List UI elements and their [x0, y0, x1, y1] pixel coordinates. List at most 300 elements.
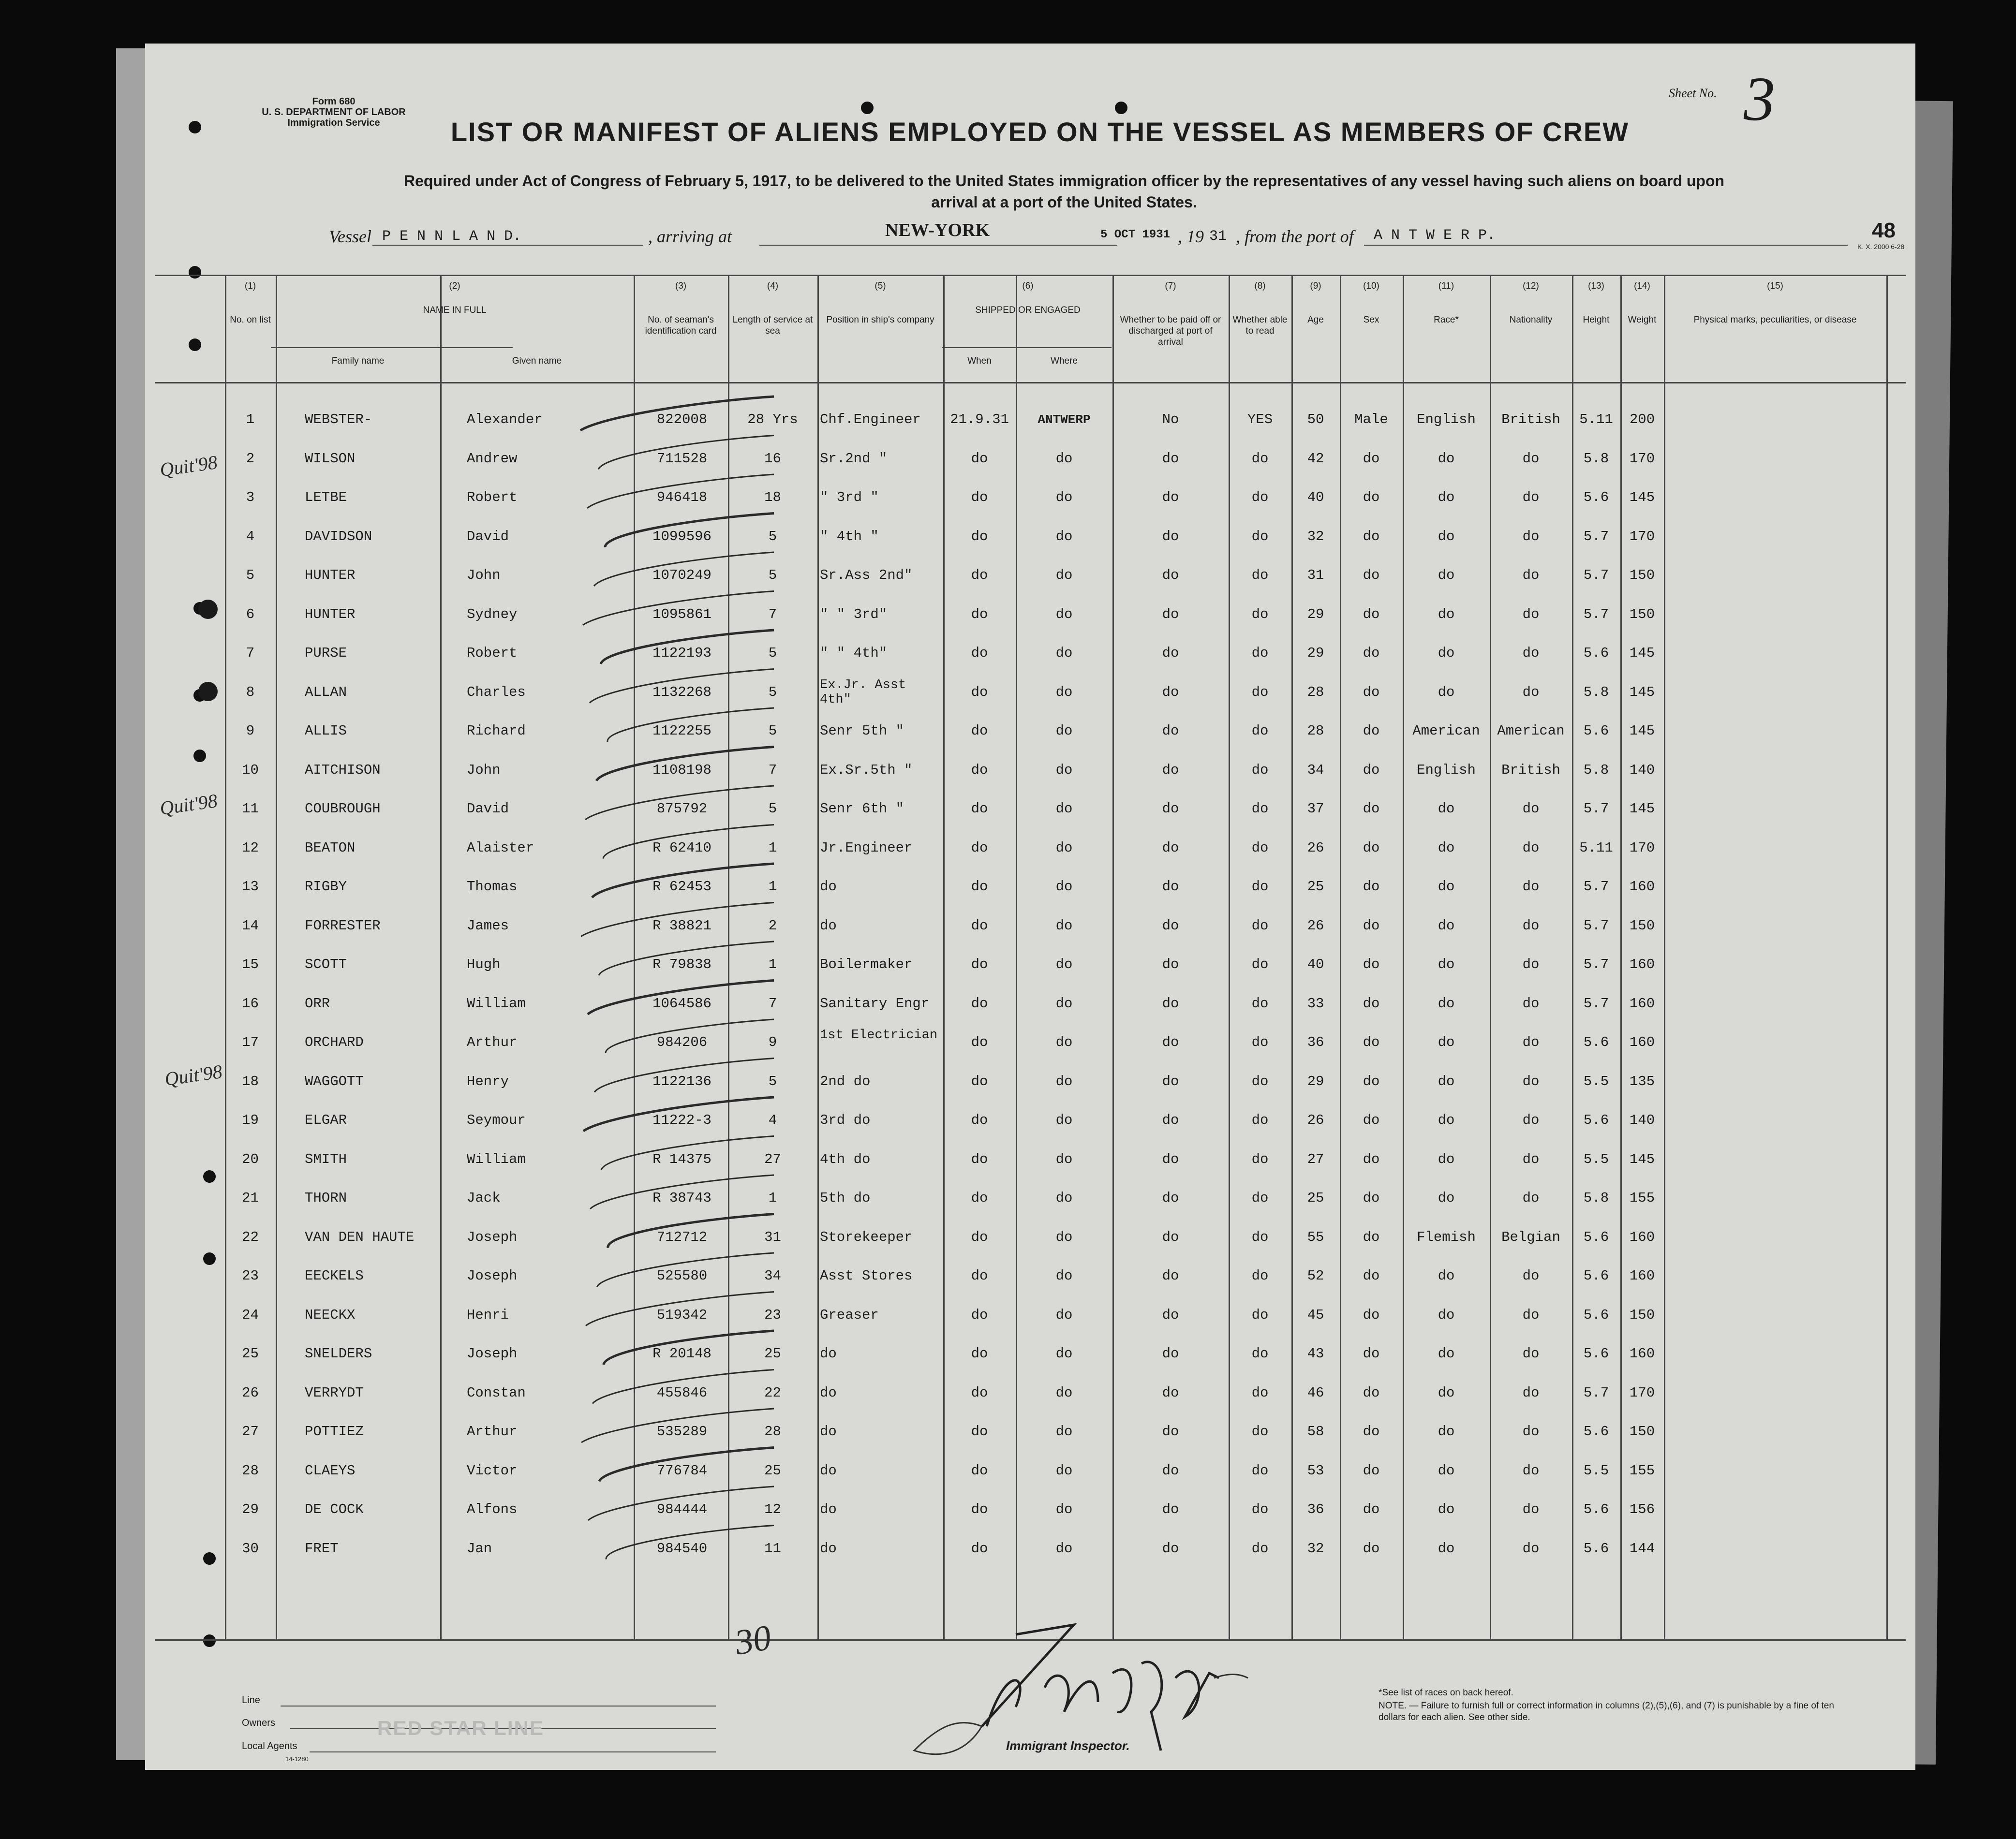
cell-no: 18	[242, 1073, 259, 1089]
cell-nationality: do	[1522, 801, 1540, 817]
cell-position: Asst Stores	[820, 1268, 913, 1284]
column-header: Race*	[1434, 315, 1459, 325]
cell-nationality: do	[1522, 995, 1540, 1012]
cell-family: BEATON	[305, 839, 356, 856]
table-row	[145, 1151, 1915, 1190]
cell-sex: do	[1363, 567, 1380, 583]
column-header: Length of service at sea	[732, 315, 813, 336]
cell-weight: 150	[1629, 917, 1655, 934]
cell-nationality: do	[1522, 1268, 1540, 1284]
cell-where: do	[1055, 762, 1073, 778]
cell-given: Henri	[467, 1307, 509, 1323]
cell-where: do	[1055, 1268, 1073, 1284]
cell-age: 36	[1307, 1034, 1324, 1050]
cell-card: 1070249	[652, 567, 712, 583]
cell-age: 29	[1307, 1073, 1324, 1089]
cell-where: do	[1055, 1346, 1073, 1362]
cell-given: Sydney	[467, 606, 518, 622]
cell-sex: do	[1363, 995, 1380, 1012]
column-number: (6)	[1022, 281, 1034, 291]
cell-paid: do	[1162, 489, 1179, 505]
cell-family: FRET	[305, 1540, 339, 1557]
table-row	[145, 762, 1915, 800]
cell-no: 11	[242, 801, 259, 817]
cell-card: 455846	[656, 1384, 708, 1401]
cell-sex: do	[1363, 879, 1380, 895]
table-row	[145, 956, 1915, 995]
cell-position: Senr 5th "	[820, 723, 904, 739]
cell-when: do	[971, 839, 988, 856]
cell-given: Robert	[467, 489, 518, 505]
cell-when: do	[971, 995, 988, 1012]
cell-position: do	[820, 879, 837, 895]
cell-given: Alaister	[467, 839, 534, 856]
column-subheader: Given name	[512, 356, 562, 366]
binding-hole	[1115, 102, 1127, 114]
cell-nationality: do	[1522, 528, 1540, 544]
cell-card: 711528	[656, 450, 708, 467]
cell-where: do	[1055, 645, 1073, 661]
cell-card: R 62453	[652, 879, 712, 895]
cell-height: 5.6	[1583, 1501, 1609, 1517]
cell-no: 9	[246, 723, 255, 739]
cell-height: 5.7	[1583, 879, 1609, 895]
cell-service: 12	[764, 1501, 781, 1517]
cell-given: Constan	[467, 1384, 526, 1401]
cell-when: do	[971, 1346, 988, 1362]
cell-nationality: do	[1522, 1384, 1540, 1401]
cell-paid: do	[1162, 839, 1179, 856]
column-number: (14)	[1634, 281, 1650, 291]
cell-race: do	[1438, 879, 1455, 895]
cell-nationality: American	[1497, 723, 1565, 739]
cell-age: 29	[1307, 645, 1324, 661]
cell-where: do	[1055, 1073, 1073, 1089]
table-row	[145, 1501, 1915, 1540]
cell-when: do	[971, 1268, 988, 1284]
cell-where: do	[1055, 606, 1073, 622]
cell-family: PURSE	[305, 645, 347, 661]
cell-weight: 160	[1629, 956, 1655, 972]
cell-when: do	[971, 1501, 988, 1517]
cell-weight: 150	[1629, 1424, 1655, 1440]
cell-sex: do	[1363, 1384, 1380, 1401]
cell-where: do	[1055, 995, 1073, 1012]
vessel-underline	[372, 245, 643, 246]
page-title: LIST OR MANIFEST OF ALIENS EMPLOYED ON THE VESSEL AS MEMBERS OF CREW	[450, 117, 1630, 147]
cell-race: do	[1438, 801, 1455, 817]
cell-read: do	[1251, 839, 1269, 856]
column-number: (8)	[1254, 281, 1266, 291]
cell-read: do	[1251, 1112, 1269, 1128]
agents-label: Local Agents	[242, 1741, 297, 1751]
cell-given: Richard	[467, 723, 526, 739]
cell-nationality: do	[1522, 1190, 1540, 1206]
cell-weight: 156	[1629, 1501, 1655, 1517]
cell-card: 1132268	[652, 684, 712, 700]
cell-family: ORR	[305, 995, 330, 1012]
cell-sex: do	[1363, 1424, 1380, 1440]
cell-read: do	[1251, 1540, 1269, 1557]
cell-race: do	[1438, 1462, 1455, 1479]
cell-position: " " 3rd"	[820, 606, 888, 622]
cell-race: do	[1438, 528, 1455, 544]
cell-service: 28 Yrs	[747, 412, 798, 427]
table-row	[145, 917, 1915, 956]
table-row	[145, 722, 1915, 761]
cell-given: John	[467, 567, 501, 583]
cell-nationality: British	[1501, 762, 1560, 778]
cell-read: do	[1251, 1501, 1269, 1517]
cell-height: 5.8	[1583, 1190, 1609, 1206]
cell-no: 19	[242, 1112, 259, 1128]
cell-given: William	[467, 995, 526, 1012]
cell-family: POTTIEZ	[305, 1424, 364, 1440]
cell-race: English	[1417, 762, 1476, 778]
cell-paid: do	[1162, 956, 1179, 972]
table-row	[145, 1307, 1915, 1345]
table-row	[145, 1384, 1915, 1423]
column-header: Height	[1583, 315, 1610, 325]
table-row	[145, 995, 1915, 1034]
cell-nationality: do	[1522, 1151, 1540, 1167]
cell-position: Boilermaker	[820, 956, 913, 972]
cell-race: do	[1438, 450, 1455, 467]
column-number: (11)	[1438, 281, 1454, 291]
cell-given: Seymour	[467, 1112, 526, 1128]
table-row	[145, 411, 1915, 450]
cell-race: do	[1438, 1384, 1455, 1401]
shipped-sub-border	[942, 347, 1112, 348]
cell-weight: 150	[1629, 606, 1655, 622]
cell-position: do	[820, 917, 837, 934]
cell-nationality: British	[1501, 412, 1560, 427]
cell-read: do	[1251, 606, 1269, 622]
cell-height: 5.7	[1583, 528, 1609, 544]
cell-sex: do	[1363, 801, 1380, 817]
cell-service: 4	[768, 1112, 777, 1128]
cell-read: do	[1251, 879, 1269, 895]
tally-note: 30	[732, 1618, 774, 1663]
cell-card: 535289	[656, 1424, 708, 1440]
cell-no: 26	[242, 1384, 259, 1401]
cell-service: 25	[764, 1462, 781, 1479]
cell-read: do	[1251, 1268, 1269, 1284]
service-name: Immigration Service	[287, 118, 380, 128]
line-label: Line	[242, 1695, 260, 1706]
cell-card: R 14375	[652, 1151, 712, 1167]
binding-hole	[189, 121, 201, 133]
owners-label: Owners	[242, 1718, 275, 1728]
table-row	[145, 800, 1915, 839]
cell-age: 31	[1307, 567, 1324, 583]
cell-sex: do	[1363, 684, 1380, 700]
cell-no: 17	[242, 1034, 259, 1050]
cell-sex: do	[1363, 606, 1380, 622]
cell-position: Greaser	[820, 1307, 879, 1323]
cell-race: do	[1438, 1112, 1455, 1128]
cell-paid: do	[1162, 1346, 1179, 1362]
cell-read: do	[1251, 1384, 1269, 1401]
cell-family: WAGGOTT	[305, 1073, 364, 1089]
cell-family: HUNTER	[305, 567, 356, 583]
cell-age: 32	[1307, 1540, 1324, 1557]
cell-read: do	[1251, 1346, 1269, 1362]
cell-family: SNELDERS	[305, 1346, 372, 1362]
cell-age: 43	[1307, 1346, 1324, 1362]
cell-weight: 144	[1629, 1540, 1655, 1557]
cell-family: AITCHISON	[305, 762, 381, 778]
cell-where: do	[1055, 1190, 1073, 1206]
cell-family: ALLIS	[305, 723, 347, 739]
cell-service: 2	[768, 917, 777, 934]
cell-weight: 170	[1629, 450, 1655, 467]
cell-race: do	[1438, 1190, 1455, 1206]
cell-sex: do	[1363, 762, 1380, 778]
cell-card: 984540	[656, 1540, 708, 1557]
cell-race: do	[1438, 956, 1455, 972]
column-number: (3)	[675, 281, 687, 291]
cell-position: do	[820, 1384, 837, 1401]
cell-position: do	[820, 1424, 837, 1440]
cell-paid: do	[1162, 723, 1179, 739]
cell-age: 26	[1307, 1112, 1324, 1128]
column-number: (13)	[1588, 281, 1604, 291]
cell-nationality: do	[1522, 839, 1540, 856]
cell-no: 22	[242, 1229, 259, 1245]
cell-sex: do	[1363, 723, 1380, 739]
cell-paid: No	[1162, 412, 1179, 427]
cell-height: 5.7	[1583, 917, 1609, 934]
cell-height: 5.7	[1583, 801, 1609, 817]
cell-weight: 160	[1629, 1346, 1655, 1362]
cell-height: 5.5	[1583, 1073, 1609, 1089]
cell-service: 16	[764, 450, 781, 467]
cell-family: HUNTER	[305, 606, 356, 622]
cell-height: 5.6	[1583, 1229, 1609, 1245]
cell-height: 5.8	[1583, 684, 1609, 700]
cell-when: do	[971, 1190, 988, 1206]
cell-paid: do	[1162, 1151, 1179, 1167]
margin-note: Quit'98	[163, 1060, 224, 1090]
cell-paid: do	[1162, 645, 1179, 661]
column-header: Position in ship's company	[826, 315, 934, 325]
cell-weight: 155	[1629, 1462, 1655, 1479]
margin-note: Quit'98	[158, 789, 219, 820]
cell-service: 27	[764, 1151, 781, 1167]
cell-weight: 145	[1629, 489, 1655, 505]
cell-read: do	[1251, 528, 1269, 544]
cell-no: 28	[242, 1462, 259, 1479]
sheet-number: 3	[1744, 64, 1775, 134]
column-header: Weight	[1628, 315, 1657, 325]
cell-no: 21	[242, 1190, 259, 1206]
cell-nationality: do	[1522, 1501, 1540, 1517]
subtitle	[242, 170, 1886, 213]
cell-paid: do	[1162, 528, 1179, 544]
binding-hole	[189, 266, 201, 279]
cell-service: 1	[768, 879, 777, 895]
table-row	[145, 1229, 1915, 1267]
cell-position: Sr.2nd "	[820, 450, 888, 467]
arriving-label: , arriving at	[648, 227, 732, 246]
cell-race: Flemish	[1417, 1229, 1476, 1245]
cell-where: do	[1055, 801, 1073, 817]
cell-weight: 140	[1629, 1112, 1655, 1128]
cell-family: THORN	[305, 1190, 347, 1206]
cell-read: do	[1251, 489, 1269, 505]
cell-position: Storekeeper	[820, 1229, 913, 1245]
cell-when: do	[971, 879, 988, 895]
cell-paid: do	[1162, 1268, 1179, 1284]
cell-position: Ex.Jr. Asst 4th"	[820, 677, 906, 707]
cell-nationality: do	[1522, 567, 1540, 583]
cell-service: 23	[764, 1307, 781, 1323]
cell-card: 946418	[656, 489, 708, 505]
cell-service: 5	[768, 528, 777, 544]
cell-card: 1108198	[652, 762, 712, 778]
cell-race: do	[1438, 1268, 1455, 1284]
cell-age: 29	[1307, 606, 1324, 622]
cell-position: Chf.Engineer	[820, 412, 921, 427]
from-port-label: , from the port of	[1236, 227, 1354, 246]
cell-race: American	[1412, 723, 1480, 739]
cell-given: Arthur	[467, 1034, 518, 1050]
cell-paid: do	[1162, 1073, 1179, 1089]
column-header: Physical marks, peculiarities, or disease	[1693, 315, 1857, 325]
cell-family: FORRESTER	[305, 917, 381, 934]
cell-where: do	[1055, 1424, 1073, 1440]
cell-race: do	[1438, 684, 1455, 700]
cell-read: do	[1251, 450, 1269, 467]
column-header: NAME IN FULL	[423, 305, 487, 315]
cell-sex: do	[1363, 1034, 1380, 1050]
cell-read: do	[1251, 645, 1269, 661]
cell-race: do	[1438, 1307, 1455, 1323]
cell-card: R 62410	[652, 839, 712, 856]
cell-sex: do	[1363, 1229, 1380, 1245]
cell-paid: do	[1162, 917, 1179, 934]
cell-where: do	[1055, 723, 1073, 739]
table-top-border	[155, 275, 1906, 276]
column-number: (15)	[1767, 281, 1783, 291]
cell-sex: do	[1363, 645, 1380, 661]
cell-position: Ex.Sr.5th "	[820, 762, 913, 778]
cell-card: 1064586	[652, 995, 712, 1012]
cell-given: Thomas	[467, 879, 518, 895]
cell-no: 10	[242, 762, 259, 778]
cell-sex: do	[1363, 956, 1380, 972]
cell-age: 53	[1307, 1462, 1324, 1479]
column-number: (7)	[1165, 281, 1176, 291]
cell-given: Hugh	[467, 956, 501, 972]
cell-no: 4	[246, 528, 255, 544]
cell-read: do	[1251, 684, 1269, 700]
cell-given: William	[467, 1151, 526, 1167]
cell-age: 50	[1307, 412, 1324, 427]
margin-note: Quit'98	[158, 451, 219, 481]
cell-no: 3	[246, 489, 255, 505]
cell-service: 31	[764, 1229, 781, 1245]
cell-nationality: do	[1522, 879, 1540, 895]
cell-family: VERRYDT	[305, 1384, 364, 1401]
cell-height: 5.5	[1583, 1151, 1609, 1167]
cell-when: do	[971, 1540, 988, 1557]
cell-position: 5th do	[820, 1190, 871, 1206]
cell-read: do	[1251, 1462, 1269, 1479]
cell-service: 7	[768, 995, 777, 1012]
cell-service: 9	[768, 1034, 777, 1050]
cell-height: 5.6	[1583, 723, 1609, 739]
cell-position: 1st Electrician	[820, 1028, 938, 1043]
cell-sex: do	[1363, 1112, 1380, 1128]
cell-family: WILSON	[305, 450, 356, 467]
cell-read: do	[1251, 1307, 1269, 1323]
column-subheader: When	[967, 356, 992, 366]
cell-weight: 170	[1629, 1384, 1655, 1401]
cell-position: Senr 6th "	[820, 801, 904, 817]
cell-family: WEBSTER-	[305, 412, 372, 427]
cell-nationality: do	[1522, 1073, 1540, 1089]
arriving-port: NEW-YORK	[885, 220, 990, 240]
cell-given: Alfons	[467, 1501, 518, 1517]
cell-no: 23	[242, 1268, 259, 1284]
cell-weight: 200	[1629, 412, 1655, 427]
cell-nationality: do	[1522, 1540, 1540, 1557]
column-header: Sex	[1363, 315, 1379, 325]
table-row	[145, 450, 1915, 489]
cell-race: do	[1438, 1424, 1455, 1440]
cell-weight: 160	[1629, 1229, 1655, 1245]
cell-where: do	[1055, 1501, 1073, 1517]
cell-family: EECKELS	[305, 1268, 364, 1284]
cell-read: do	[1251, 1073, 1269, 1089]
cell-height: 5.11	[1579, 839, 1613, 856]
cell-no: 20	[242, 1151, 259, 1167]
cell-height: 5.6	[1583, 1540, 1609, 1557]
cell-when: do	[971, 1307, 988, 1323]
table-row	[145, 1028, 1915, 1073]
cell-service: 5	[768, 1073, 777, 1089]
cell-paid: do	[1162, 1229, 1179, 1245]
cell-height: 5.7	[1583, 956, 1609, 972]
cell-card: 1122136	[652, 1073, 712, 1089]
cell-where: ANTWERP	[1038, 412, 1091, 427]
cell-read: do	[1251, 995, 1269, 1012]
inspector-signature	[871, 1605, 1354, 1765]
cell-nationality: do	[1522, 1462, 1540, 1479]
cell-sex: do	[1363, 1151, 1380, 1167]
cell-paid: do	[1162, 1462, 1179, 1479]
cell-read: do	[1251, 956, 1269, 972]
cell-height: 5.7	[1583, 1384, 1609, 1401]
cell-family: RIGBY	[305, 879, 347, 895]
cell-card: R 20148	[652, 1346, 712, 1362]
cell-age: 52	[1307, 1268, 1324, 1284]
cell-race: do	[1438, 917, 1455, 934]
cell-card: 1099596	[652, 528, 712, 544]
cell-where: do	[1055, 1112, 1073, 1128]
table-row	[145, 1540, 1915, 1579]
binding-hole	[189, 338, 201, 351]
cell-no: 2	[246, 450, 255, 467]
column-number: (12)	[1523, 281, 1539, 291]
cell-card: R 38743	[652, 1190, 712, 1206]
cell-sex: do	[1363, 917, 1380, 934]
cell-read: do	[1251, 1151, 1269, 1167]
cell-sex: do	[1363, 528, 1380, 544]
cell-where: do	[1055, 528, 1073, 544]
